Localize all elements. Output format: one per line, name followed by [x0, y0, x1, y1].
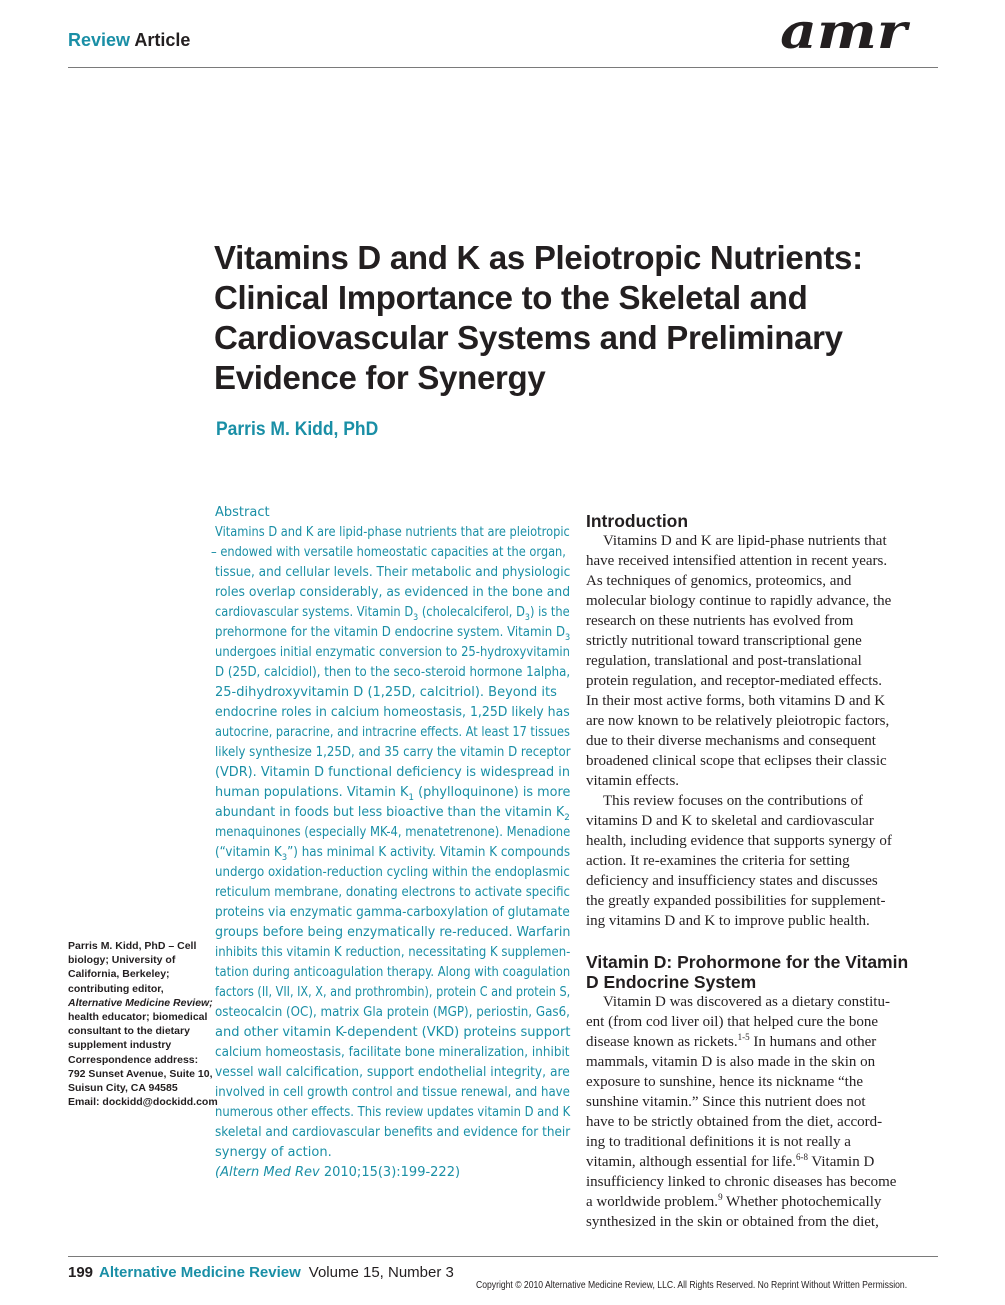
copyright-notice: Copyright © 2010 Alternative Medicine Review, LLC. All Rights Reserved. No Reprint Without Written Permission.	[476, 1280, 908, 1291]
article-title	[214, 238, 944, 398]
section-heading-line: D Endocrine System	[586, 972, 757, 992]
title-line: Evidence for Synergy	[214, 359, 546, 396]
journal-logo	[778, 12, 938, 64]
article-type: Article	[134, 30, 191, 50]
footer-divider	[68, 1256, 938, 1257]
bio-line: health educator; biomedical	[68, 1011, 208, 1024]
introduction-section	[586, 511, 938, 931]
bio-line: Correspondence address:	[68, 1053, 199, 1066]
author-name: Parris M. Kidd, PhD	[216, 419, 379, 440]
section-heading	[586, 952, 938, 992]
section-body: Vitamins D and K are lipid-phase nutrients that have received intensified attention in recent years. As techniques of genomics, proteomics, and molecular biology continue to rapidly advance, the research on these nutrients has evolved from strictly nutritional toward transcriptional gene regulation, translational and post-translational protein regulation, and receptor-mediated effects. In their most active forms, both vitamins D and K are now known to be relatively pleiotropic factors, due to their diverse mechanisms and consequent broadened clinical scope that eclipses their classic vitamin effects. This review focuses on the contributions of vitamins D and K to skeletal and cardiovascular health, including evidence that supports synergy of action. It re-examines the criteria for setting deficiency and insufficiency states and discusses the greatly expanded possibilities for supplement- ing vitamins D and K to improve public health.	[586, 533, 892, 929]
bio-line: Parris M. Kidd, PhD – Cell	[68, 940, 197, 952]
abstract-heading: Abstract	[215, 505, 270, 520]
page-number: 199	[68, 1264, 94, 1281]
author-bio	[68, 939, 218, 1109]
bio-line: consultant to the dietary	[68, 1025, 190, 1038]
svg-text:amr: amr	[780, 12, 907, 60]
vitamin-d-section	[586, 952, 938, 1232]
section-body: Vitamin D was discovered as a dietary constitu- ent (from cod liver oil) that helped cure the bone disease known as rickets.$^{1-5}$ In humans and other mammals, vitamin D is also made in the skin on exposure to sunshine, hence its nickname “the sunshine vitamin.” Since this nutrient does not have to be strictly obtained from the diet, accord- ing to traditional definitions it is not really a vitamin, although essential for life.$^{6-8}$ Vitamin D insufficiency linked to chronic diseases has become a worldwide problem.$^9$ Whether photochemically synthesized in the skin or obtained from the diet,	[586, 994, 897, 1230]
volume-info: Volume 15, Number 3	[308, 1264, 454, 1281]
bio-line: contributing editor,	[68, 982, 164, 995]
bio-line: Suisun City, CA 94585	[68, 1082, 178, 1095]
citation-journal: (Altern Med Rev	[215, 1165, 320, 1180]
bio-line: supplement industry	[68, 1039, 172, 1052]
abstract	[211, 503, 571, 1183]
article-kind: Review	[68, 30, 131, 50]
bio-line: 792 Sunset Avenue, Suite 10,	[68, 1067, 213, 1080]
abstract-citation	[215, 1163, 570, 1183]
title-line: Cardiovascular Systems and Preliminary	[214, 319, 843, 356]
article-type-label	[68, 30, 190, 51]
header-divider	[68, 67, 938, 68]
section-heading-line: Vitamin D: Prohormone for the Vitamin	[586, 952, 909, 972]
bio-line: Alternative Medicine Review;	[68, 996, 213, 1009]
bio-line: Email: dockidd@dockidd.com	[68, 1096, 218, 1109]
bio-line: California, Berkeley;	[68, 968, 170, 981]
title-line: Clinical Importance to the Skeletal and	[214, 279, 808, 316]
bio-line: biology; University of	[68, 954, 176, 967]
citation-numbers: 2010;15(3):199-222)	[319, 1165, 461, 1180]
section-heading: Introduction	[586, 511, 689, 531]
journal-name: Alternative Medicine Review	[99, 1264, 301, 1281]
title-line: Vitamins D and K as Pleiotropic Nutrients:	[214, 239, 863, 276]
abstract-body: Vitamins D and K are lipid-phase nutrients that are pleiotropic – endowed with versatile homeostatic capacities at the organ, tissue, and cellular levels. Their metabolic and physiologic roles overlap considerably, as evidenced in the bone and cardiovascular systems. Vitamin $D_3$ (cholecalciferol, $D_3$) is the prehormone for the vitamin D endocrine system. Vitamin $D_3$ undergoes initial enzymatic conversion to 25-hydroxyvitamin D (25D, calcidiol), then to the seco-steroid hormone 1alpha, 25-dihydroxyvitamin D (1,25D, calcitriol). Beyond its endocrine roles in calcium homeostasis, 1,25D likely has autocrine, paracrine, and intracrine effects. At least 17 tissues likely synthesize 1,25D, and 35 carry the vitamin D receptor (VDR). Vitamin D functional deficiency is widespread in human populations. Vitamin $K_1$ (phylloquinone) is more abundant in foods but less bioactive than the vitamin $K_2$ menaquinones (especially MK-4, menatetrenone). Menadione (“vitamin $K_3$”) has minimal K activity. Vitamin K compounds undergo oxidation-reduction cycling within the endoplasmic reticulum membrane, donating electrons to activate specific proteins via enzymatic gamma-carboxylation of glutamate groups before being enzymatically re-reduced. Warfarin inhibits this vitamin K reduction, necessitating K supplemen- tation during anticoagulation therapy. Along with coagulation factors (II, VII, IX, X, and prothrombin), protein C and protein S, osteocalcin (OC), matrix Gla protein (MGP), periostin, Gas6, and other vitamin K-dependent (VKD) proteins support calcium homeostasis, facilitate bone mineralization, inhibit vessel wall calcification, support endothelial integrity, are involved in cell growth control and tissue renewal, and have numerous other effects. This review updates vitamin D and K skeletal and cardiovascular benefits and evidence for their synergy of action.	[211, 525, 571, 1160]
page-footer	[68, 1264, 454, 1281]
